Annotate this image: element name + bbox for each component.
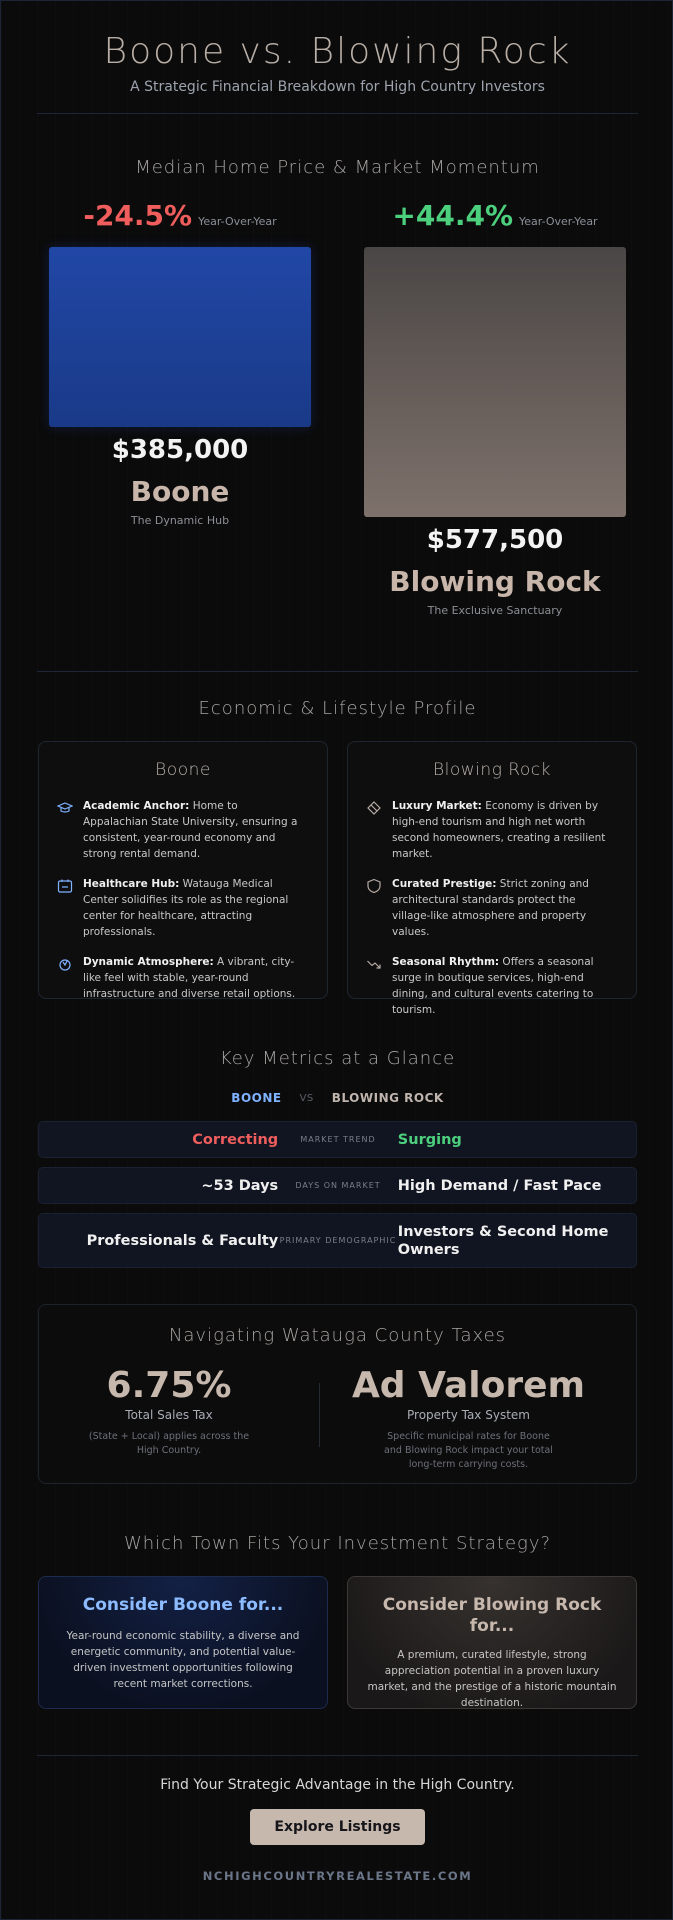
strategy-section-title: Which Town Fits Your Investment Strategy? [123,1533,552,1554]
metric-row-demographic [38,1213,637,1268]
divider [37,1755,638,1756]
sales-tax-rate: 6.75% [106,1365,232,1406]
metrics-header-boone: BOONE [231,1091,282,1105]
blowing-rock-yoy-change [364,199,626,239]
feature-heading: Academic Anchor: [83,800,190,812]
metric-label: MARKET TREND [300,1135,376,1144]
boone-median-price: $385,000 [111,435,249,465]
blowing-rock-median-price: $577,500 [426,525,564,555]
profile-feature [39,954,327,1002]
feature-text: Strict zoning and architectural standards protect the village-like atmosphere and property values. [392,878,589,938]
profile-feature [348,876,636,940]
sales-tax-note: (State + Local) applies across the High Country. [88,1431,250,1456]
metrics-section-title: Key Metrics at a Glance [219,1048,456,1069]
profile-feature [39,876,327,940]
blowing-rock-profile-title: Blowing Rock [433,760,551,780]
blowing-rock-strategy-card [347,1576,637,1709]
diamond-icon [366,800,382,816]
metric-row-days-on-market [38,1167,637,1204]
profile-section-title: Economic & Lifestyle Profile [198,698,477,719]
energy-icon [57,956,73,972]
trend-icon [366,956,382,972]
metric-blowing-rock-value: Investors & Second Home Owners [397,1223,609,1258]
boone-yoy-change [49,199,311,239]
property-tax-label: Property Tax System [407,1408,530,1422]
boone-strategy-title: Consider Boone for... [82,1595,284,1615]
feature-heading: Dynamic Atmosphere: [83,956,214,968]
boone-bar-area [49,247,311,427]
metric-blowing-rock-value: High Demand / Fast Pace [397,1177,602,1194]
page-title: Boone vs. Blowing Rock [103,31,572,72]
feature-heading: Healthcare Hub: [83,878,180,890]
boone-profile-title: Boone [155,760,211,780]
metric-label: PRIMARY DEMOGRAPHIC [279,1236,397,1245]
tax-title: Navigating Watauga County Taxes [168,1325,507,1346]
metric-boone-value: Professionals & Faculty [86,1232,279,1249]
cta-text: Find Your Strategic Advantage in the High Country. [160,1777,515,1793]
metric-blowing-rock-value: Surging [397,1131,462,1148]
sales-tax-label: Total Sales Tax [125,1408,213,1422]
boone-price-column [49,199,311,527]
metric-row-market-trend [38,1121,637,1158]
metrics-header [1,1091,673,1105]
blowing-rock-price-column [364,199,626,617]
feature-heading: Curated Prestige: [392,878,497,890]
hospital-icon [57,878,73,894]
feature-text: Offers a seasonal surge in boutique services, high-end dining, and cultural events catering to tourism. [392,956,594,1016]
property-tax-note: Specific municipal rates for Boone and Blowing Rock impact your total long-term carrying costs. [384,1431,553,1470]
boone-tagline: The Dynamic Hub [130,514,230,527]
blowing-rock-profile-card [347,741,637,1016]
shield-icon [366,878,382,894]
feature-text: A vibrant, city-like feel with stable, year-round infrastructure and diverse retail options. [83,956,296,1000]
page-subtitle: A Strategic Financial Breakdown for High Country Investors [130,79,545,95]
profile-feature [39,798,327,862]
feature-text: Home to Appalachian State University, ensuring a consistent, year-round economy and strong rental demand. [83,800,298,860]
metric-boone-value: Correcting [192,1131,279,1148]
feature-heading: Luxury Market: [392,800,482,812]
blowing-rock-yoy-value: +44.4% [392,199,514,232]
graduation-cap-icon [57,800,73,816]
blowing-rock-name: Blowing Rock [389,565,601,598]
blowing-rock-tagline: The Exclusive Sanctuary [427,604,563,617]
metric-boone-value: ~53 Days [201,1177,279,1194]
boone-yoy-value: -24.5% [83,199,193,232]
feature-text: Economy is driven by high-end tourism and high net worth second homeowners, creating a resilient market. [392,800,606,860]
tax-panel [38,1304,637,1484]
metric-label: DAYS ON MARKET [295,1181,381,1190]
blowing-rock-yoy-label: Year-Over-Year [519,215,598,228]
divider [37,671,638,672]
property-tax-system: Ad Valorem [351,1365,586,1406]
property-tax-block [299,1365,638,1472]
feature-heading: Seasonal Rhythm: [392,956,500,968]
divider [37,113,638,114]
blowing-rock-bar-area [364,247,626,517]
profile-feature [348,954,636,1018]
sales-tax-block [39,1365,299,1472]
explore-listings-button[interactable]: Explore Listings [250,1809,425,1845]
boone-strategy-text: Year-round economic stability, a diverse and energetic community, and potential value-driven investment opportunities following recent market corrections. [66,1630,300,1690]
blowing-rock-strategy-title: Consider Blowing Rock for... [382,1595,602,1636]
boone-price-bar [49,247,311,427]
profile-feature [348,798,636,862]
boone-name: Boone [130,475,230,508]
metrics-header-blowing-rock: BLOWING ROCK [331,1091,444,1105]
boone-strategy-card [38,1576,328,1709]
feature-text: Watauga Medical Center solidifies its role as the regional center for healthcare, attracting professionals. [83,878,289,938]
blowing-rock-strategy-text: A premium, curated lifestyle, strong appreciation potential in a proven luxury market, and the prestige of a historic mountain destination. [367,1649,617,1709]
blowing-rock-price-bar [364,247,626,517]
momentum-section-title: Median Home Price & Market Momentum [135,157,540,178]
metrics-header-vs: VS [299,1092,314,1104]
boone-yoy-label: Year-Over-Year [198,215,277,228]
website-link[interactable]: NCHIGHCOUNTRYREALESTATE.COM [202,1869,473,1883]
boone-profile-card [38,741,328,999]
